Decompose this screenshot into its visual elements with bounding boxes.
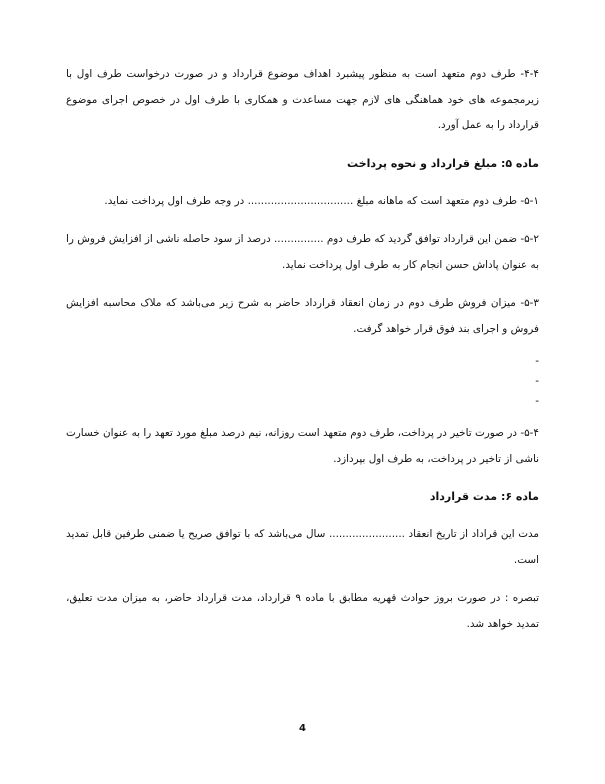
document-page <box>66 62 539 650</box>
sales-list-item: - <box>535 375 539 387</box>
clause-5-3: ۵-۳- میزان فروش طرف دوم در زمان انعقاد قرارداد حاضر به شرح زیر می‌باشد که ملاک محاسبه افزایش فروش و اجرای بند فوق قرار خواهد گرفت. <box>66 297 539 335</box>
sales-list <box>66 351 539 411</box>
page-number: 4 <box>299 723 306 734</box>
sales-list-item: - <box>535 355 539 367</box>
article-6-heading: ماده ۶: مدت قرارداد <box>429 490 539 503</box>
clause-4-4: ۴-۴- طرف دوم متعهد است به منظور پیشبرد اهداف موضوع قرارداد و در صورت درخواست طرف اول با زیرمجموعه های خود هماهنگی های لازم جهت مساعدت و همکاری با طرف اول در خصوص اجرای موضوع قرارداد را به عمل آورد. <box>66 68 539 131</box>
article-5-heading: ماده ۵: مبلغ قرارداد و نحوه پرداخت <box>347 156 539 170</box>
clause-5-2: ۵-۲- ضمن این قرارداد توافق گردید که طرف دوم ............... درصد از سود حاصله ناشی از افزایش فروش را به عنوان پاداش حسن انجام کار به طرف اول پرداخت نماید. <box>66 233 539 271</box>
sales-list-item: - <box>535 395 539 407</box>
clause-5-1: ۵-۱- طرف دوم متعهد است که ماهانه مبلغ ................................ در وجه طرف اول پرداخت نماید. <box>104 194 539 207</box>
contract-duration: مدت این قراداد از تاریخ انعقاد ....................... سال می‌باشد که با توافق صریح یا ضمنی طرفین قابل تمدید است. <box>66 528 539 566</box>
note-clause: تبصره : در صورت بروز حوادث قهریه مطابق با ماده ۹ قرارداد، مدت قرارداد حاضر، به میزان مدت تعلیق، تمدید خواهد شد. <box>66 592 539 630</box>
clause-5-4: ۵-۴- در صورت تاخیر در پرداخت، طرف دوم متعهد است روزانه، نیم درصد مبلغ مورد تعهد را به عنوان خسارت ناشی از تاخیر در پرداخت، به طرف اول بپردازد. <box>66 427 539 465</box>
